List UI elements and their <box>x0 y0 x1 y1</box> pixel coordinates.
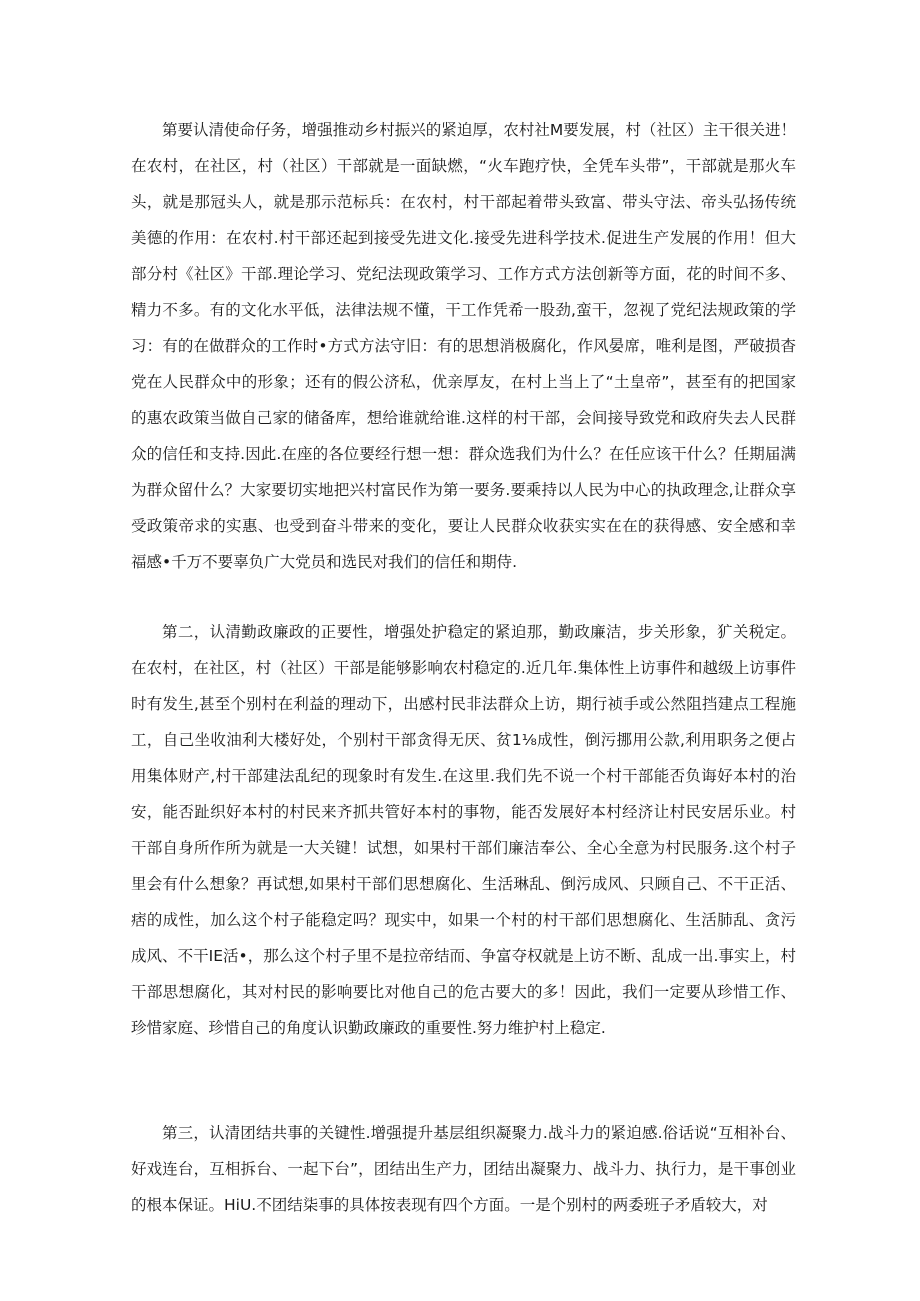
paragraph-1: 第要认清使命仔务，增强推动乡村振兴的紧迫厚，农村社M要发展，村（社区）主干很关进！在农村，在社区，村（社区）干部就是一面缺燃，“火车跑疗快，全凭车头带”，干部就是那火车头，就是那冠头人，就是那示范标兵：在农村，村干部起着带头致富、带头守法、帝头弘扬传统美德的作用：在农村.村干部还起到接受先进文化.接受先进科学技术.促进生产发展的作用！但大部分村《社区》干部.理论学习、党纪法现政策学习、工作方式方法创新等方面，花的时间不多、精力不多。有的文化水平低，法律法规不懂，干工作凭希一股劲,蛮干，忽视了党纪法规政策的学习：有的在做群众的工作时•方式方法守旧：有的思想消极腐化，作风晏席，唯利是图，严破损杳党在人民群众中的形象；还有的假公济私，优亲厚友，在村上当上了“土皇帝”，甚至有的把国家的惠农政策当做自己家的储备库，想给谁就给谁.这样的村干部，会间接导致党和政府失去人民群众的信任和支持.因此.在座的各位要经行想一想：群众选我们为什么？在任应该干什么？任期届满为群众留什么？大家要切实地把兴村富民作为第一要务.要乘持以人民为中心的执政理念,让群众享受政策帝求的实惠、也受到奋斗带来的变化，要让人民群众收获实实在在的获得感、安全感和幸福感•千万不要辜负广大党员和选民对我们的信任和期侍. <box>131 121 796 571</box>
paragraph-2: 第二，认清勤政廉政的正要性，增强处护稳定的紧迫那，勤政廉洁，步关形象，犷关税定。在农村，在社区，村（社区）干部是能够影响农村稳定的.近几年.集体性上访事件和越级上访事件时有发生,甚至个别村在利益的理动下，出感村民非法群众上访，期行祯手或公然阻挡建点工程施工，自己坐收油利大楼好处，个别村干部贪得无厌、贫1⅛成性，倒污挪用公款,利用职务之便占用集体财产,村干部建法乱纪的现象时有发生.在这里.我们先不说一个村干部能否负诲好本村的治安，能否趾织好本村的村民来齐抓共管好本村的事物，能否发展好本村经济让村民安居乐业。村干部自身所作所为就是一大关键！试想，如果村干部们廉洁奉公、全心全意为村民服务.这个村子里会有什么想象？再试想,如果村干部们思想腐化、生活琳乱、倒污成风、只顾自己、不干正活、痞的成性，加么这个村子能稳定吗？现实中，如果一个村的村干部们思想腐化、生活肺乱、贪污成风、不干IE活•，那么这个村子里不是拉帝结而、争富夺权就是上访不断、乱成一出.事实上，村干部思想腐化，其对村民的影响要比对他自己的危古要大的多！因此，我们一定要从珍惜工作、珍惜家庭、珍惜自己的角度认识勤政廉政的重要性.努力维护村上稳定. <box>131 623 796 1037</box>
paragraph-3: 第三，认清团结共事的关键性.增强提升基层组织凝聚力.战斗力的紧迫感.俗话说“互相补台、好戏连台，互相拆台、一起下台”，团结出生产力，团结出凝聚力、战斗力、执行力，是干事创业的根本保证。HiU.不团结柒事的具体按表现有四个方面。一是个别村的两委班子矛盾较大，对 <box>131 1124 796 1214</box>
